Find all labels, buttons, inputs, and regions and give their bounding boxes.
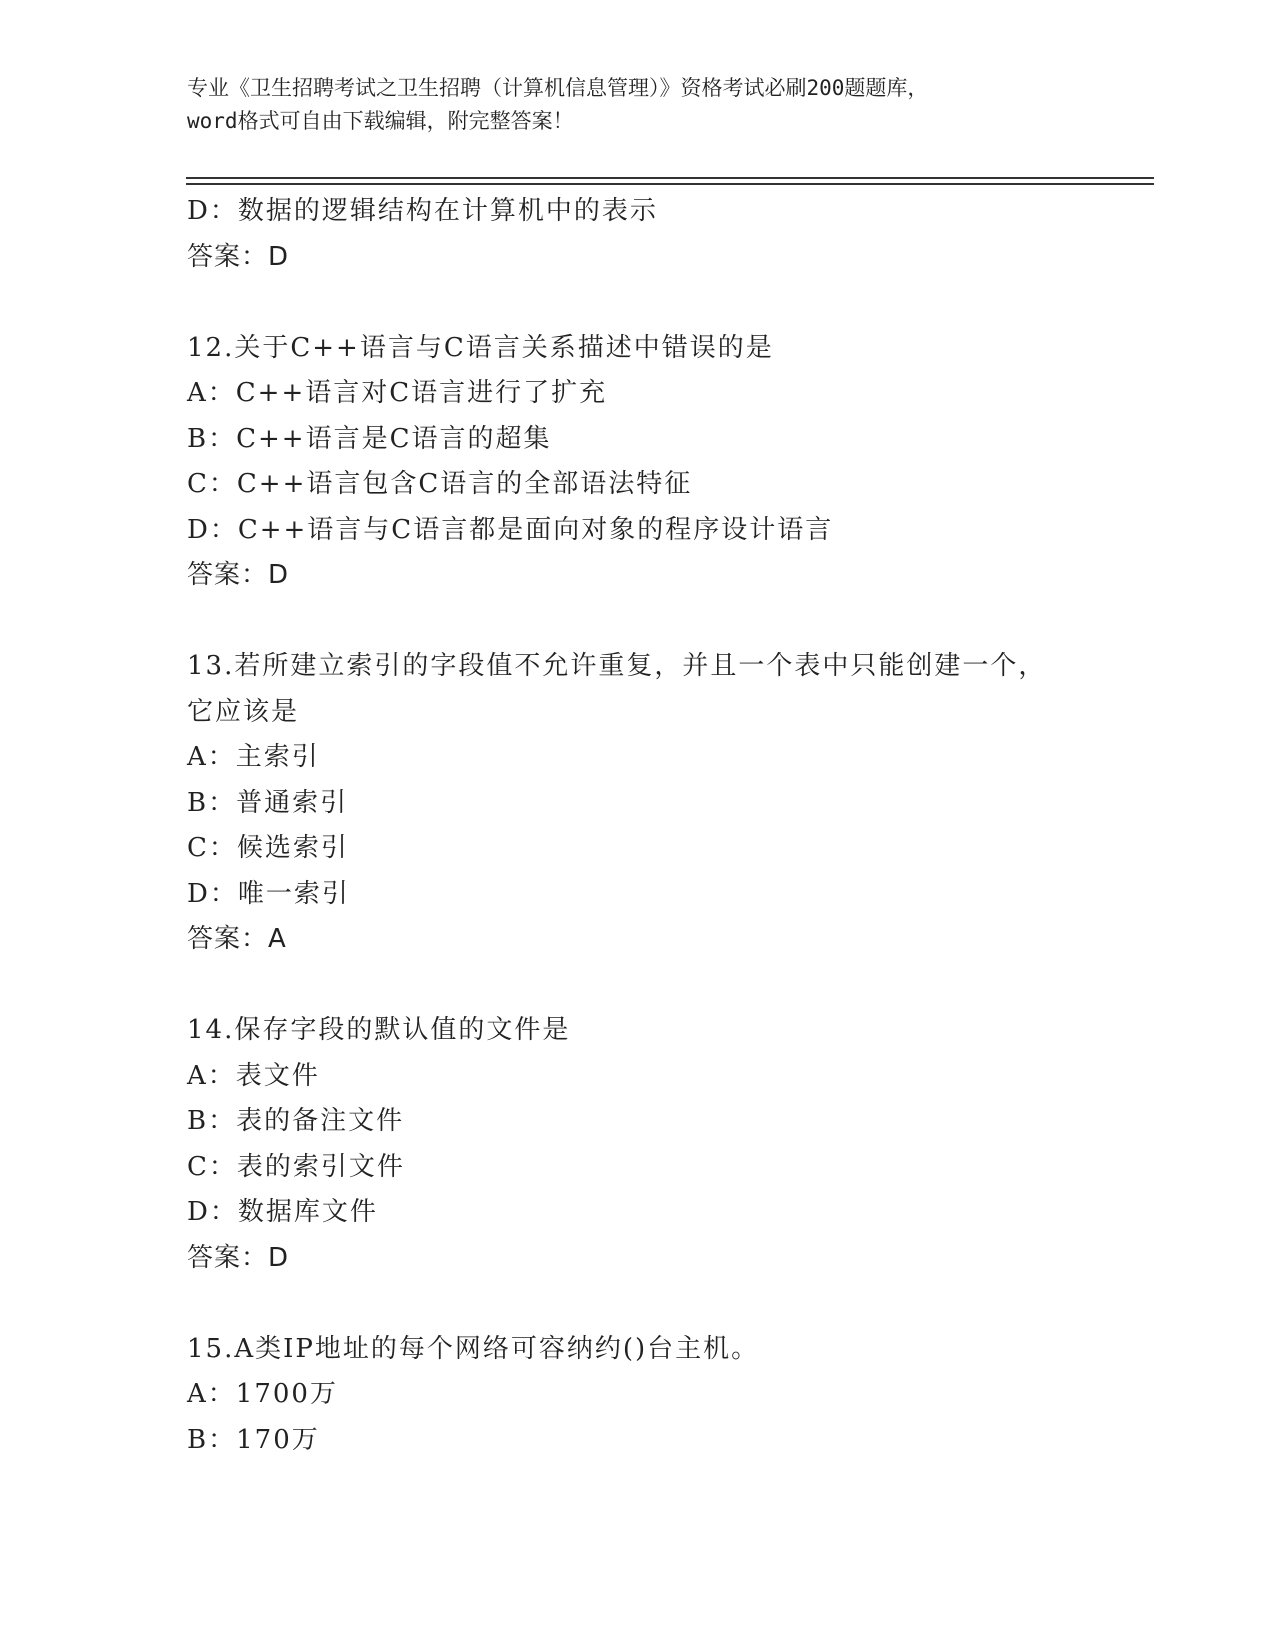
question-stem-continued: 它应该是 (187, 696, 300, 727)
option-c: C：表的索引文件 (187, 1151, 405, 1182)
option-a: A：表文件 (187, 1060, 320, 1091)
option-a: A：C++语言对C语言进行了扩充 (187, 378, 608, 408)
header-divider-top (186, 177, 1154, 179)
answer-line: 答案：D (187, 1242, 290, 1273)
question-stem: 13.若所建立索引的字段值不允许重复，并且一个表中只能创建一个， (187, 651, 1047, 681)
answer-line: 答案：D (187, 241, 290, 272)
document-header (187, 72, 1087, 138)
option-b: B：C++语言是C语言的超集 (187, 423, 552, 454)
option-a: A：主索引 (187, 742, 320, 772)
option-d: D：唯一索引 (187, 878, 350, 909)
question-spacer (187, 599, 1147, 645)
option-c: C：候选索引 (187, 833, 349, 863)
question-stem: 15.A类IP地址的每个网络可容纳约()台主机。 (187, 1333, 760, 1364)
question-list (187, 189, 1147, 1463)
option-c: C：C++语言包含C语言的全部语法特征 (187, 469, 693, 499)
header-title-line-1: 专业《卫生招聘考试之卫生招聘（计算机信息管理）》资格考试必刷200题题库， (187, 76, 929, 100)
option-a: A：1700万 (187, 1379, 338, 1409)
question-spacer (187, 280, 1147, 326)
header-divider-bottom (186, 183, 1154, 185)
option-d: D：数据库文件 (187, 1197, 378, 1227)
option-d: D：数据的逻辑结构在计算机中的表示 (187, 196, 658, 226)
question-spacer (187, 1281, 1147, 1327)
option-b: B：表的备注文件 (187, 1106, 405, 1136)
header-title-line-2: word格式可自由下载编辑，附完整答案！ (187, 109, 574, 133)
question-spacer (187, 963, 1147, 1009)
answer-line: 答案：D (187, 560, 290, 590)
question-stem: 14.保存字段的默认值的文件是 (187, 1015, 571, 1045)
option-b: B：170万 (187, 1424, 320, 1455)
answer-line: 答案：A (187, 924, 287, 954)
option-b: B：普通索引 (187, 787, 349, 818)
option-d: D：C++语言与C语言都是面向对象的程序设计语言 (187, 514, 834, 545)
question-stem: 12.关于C++语言与C语言关系描述中错误的是 (187, 332, 774, 363)
